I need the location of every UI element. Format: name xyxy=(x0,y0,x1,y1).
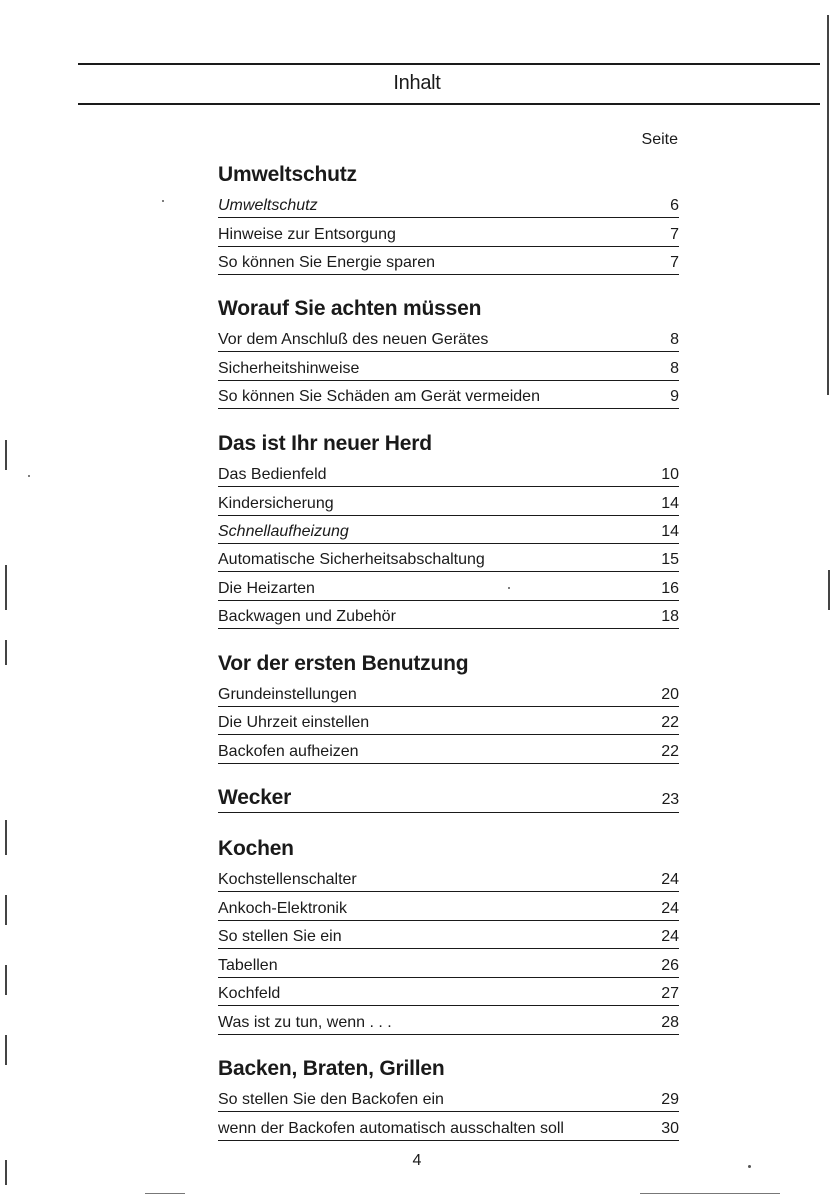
toc-entry-text: So stellen Sie den Backofen ein xyxy=(218,1091,444,1108)
toc-entry-text: Vor dem Anschluß des neuen Gerätes xyxy=(218,331,489,348)
toc-entry-text: Grundeinstellungen xyxy=(218,686,357,703)
toc-entry-page: 10 xyxy=(661,466,679,483)
toc-entry[interactable] xyxy=(218,517,679,544)
toc-entry-text: Automatische Sicherheitsabschaltung xyxy=(218,551,485,568)
toc-entry-page: 24 xyxy=(661,928,679,945)
scan-speck xyxy=(748,1165,751,1168)
toc-entry[interactable] xyxy=(218,382,679,409)
scan-edge-mark xyxy=(5,895,7,925)
section-title: Backen, Braten, Grillen xyxy=(218,1057,445,1080)
toc-entry-page: 14 xyxy=(661,523,679,540)
toc-entry-text: Backwagen und Zubehör xyxy=(218,608,396,625)
toc-entry-text: Die Heizarten xyxy=(218,580,315,597)
toc-entry-text: Das Bedienfeld xyxy=(218,466,327,483)
toc-entry-page: 22 xyxy=(661,714,679,731)
section-heading[interactable] xyxy=(218,652,679,676)
toc-entry-page: 8 xyxy=(670,331,679,348)
toc-entry[interactable] xyxy=(218,951,679,978)
toc-entry-page: 26 xyxy=(661,957,679,974)
scan-edge-mark xyxy=(5,640,7,665)
toc-entry[interactable] xyxy=(218,1114,679,1141)
section-title: Umweltschutz xyxy=(218,163,357,186)
toc-entry[interactable] xyxy=(218,545,679,572)
toc-entry-text: wenn der Backofen automatisch ausschalten soll xyxy=(218,1120,564,1137)
toc-entry[interactable] xyxy=(218,922,679,949)
section-heading[interactable] xyxy=(218,163,679,187)
section-heading[interactable] xyxy=(218,297,679,321)
scan-edge-mark xyxy=(5,565,7,610)
toc-entry-text: Sicherheitshinweise xyxy=(218,360,360,377)
scan-speck xyxy=(162,200,164,202)
toc-entry[interactable] xyxy=(218,865,679,892)
header-bottom-rule xyxy=(78,103,820,105)
section-heading[interactable] xyxy=(218,1057,679,1081)
scan-bottom-edge xyxy=(640,1193,780,1194)
toc-entry-text: Was ist zu tun, wenn . . . xyxy=(218,1014,392,1031)
toc-entry-text: Die Uhrzeit einstellen xyxy=(218,714,370,731)
toc-entry-text: Umweltschutz xyxy=(218,197,318,214)
scan-edge-mark xyxy=(5,965,7,995)
toc-entry-page: 8 xyxy=(670,360,679,377)
header-top-rule xyxy=(78,63,820,65)
toc-entry-page: 7 xyxy=(670,254,679,271)
toc-entry[interactable] xyxy=(218,737,679,764)
toc-entry[interactable] xyxy=(218,1008,679,1035)
section-title: Das ist Ihr neuer Herd xyxy=(218,432,432,455)
toc-entry[interactable] xyxy=(218,460,679,487)
toc-entry[interactable] xyxy=(218,1085,679,1112)
toc-entry[interactable] xyxy=(218,574,679,601)
toc-entry-page: 24 xyxy=(661,900,679,917)
toc-entry[interactable] xyxy=(218,191,679,218)
toc-entry-page: 6 xyxy=(670,197,679,214)
section-page-number: 23 xyxy=(661,791,679,808)
toc-entry-text: Backofen aufheizen xyxy=(218,743,359,760)
section-heading[interactable] xyxy=(218,432,679,456)
toc-entry[interactable] xyxy=(218,979,679,1006)
scan-edge-mark xyxy=(5,1160,7,1185)
toc-entry-page: 27 xyxy=(661,985,679,1002)
toc-entry-text: Ankoch-Elektronik xyxy=(218,900,347,917)
toc-entry-text: Kochfeld xyxy=(218,985,281,1002)
toc-entry-text: Kindersicherung xyxy=(218,495,334,512)
scan-edge-mark xyxy=(5,1035,7,1065)
toc-entry-page: 16 xyxy=(661,580,679,597)
section-title: Wecker xyxy=(218,786,292,809)
page-column-label: Seite xyxy=(641,131,678,148)
section-heading[interactable] xyxy=(218,786,679,813)
toc-entry-page: 29 xyxy=(661,1091,679,1108)
toc-entry-page: 30 xyxy=(661,1120,679,1137)
toc-entry-page: 15 xyxy=(661,551,679,568)
toc-entry[interactable] xyxy=(218,602,679,629)
toc-entry-page: 24 xyxy=(661,871,679,888)
toc-entry-page: 22 xyxy=(661,743,679,760)
scan-edge-mark xyxy=(827,15,829,395)
scan-speck xyxy=(508,587,510,589)
page-title: Inhalt xyxy=(393,72,441,94)
toc-entry-text: Tabellen xyxy=(218,957,278,974)
section-title: Worauf Sie achten müssen xyxy=(218,297,482,320)
toc-entry-page: 28 xyxy=(661,1014,679,1031)
toc-entry-text: Kochstellenschalter xyxy=(218,871,357,888)
page-number: 4 xyxy=(412,1152,422,1169)
toc-entry[interactable] xyxy=(218,325,679,352)
toc-entry[interactable] xyxy=(218,489,679,516)
toc-entry[interactable] xyxy=(218,220,679,247)
section-title: Kochen xyxy=(218,837,294,860)
scan-edge-mark xyxy=(828,570,830,610)
toc-entry-text: So können Sie Energie sparen xyxy=(218,254,436,271)
toc-entry[interactable] xyxy=(218,248,679,275)
toc-entry-text: So können Sie Schäden am Gerät vermeiden xyxy=(218,388,540,405)
toc-entry-text: So stellen Sie ein xyxy=(218,928,342,945)
toc-entry-text: Schnellaufheizung xyxy=(218,523,349,540)
toc-entry[interactable] xyxy=(218,354,679,381)
toc-entry-page: 20 xyxy=(661,686,679,703)
scan-edge-mark xyxy=(5,820,7,855)
scan-speck xyxy=(28,475,30,477)
toc-entry-page: 18 xyxy=(661,608,679,625)
toc-entry-page: 14 xyxy=(661,495,679,512)
toc-entry[interactable] xyxy=(218,894,679,921)
section-title: Vor der ersten Benutzung xyxy=(218,652,469,675)
toc-entry[interactable] xyxy=(218,680,679,707)
scan-bottom-edge xyxy=(145,1193,185,1194)
scan-edge-mark xyxy=(5,440,7,470)
toc-entry-page: 9 xyxy=(670,388,679,405)
toc-entry-text: Hinweise zur Entsorgung xyxy=(218,226,396,243)
section-heading[interactable] xyxy=(218,837,679,861)
toc-entry-page: 7 xyxy=(670,226,679,243)
toc-entry[interactable] xyxy=(218,708,679,735)
